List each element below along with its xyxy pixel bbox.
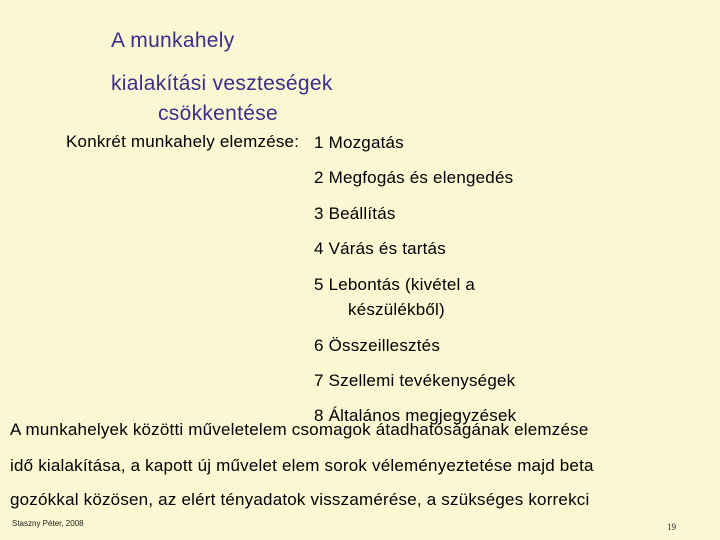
subtitle: Konkrét munkahely elemzése: [66, 132, 300, 151]
list-item: 5 Lebontás (kivétel a [314, 275, 476, 294]
page-number: 19 [667, 522, 676, 532]
list-item: 4 Várás és tartás [314, 239, 446, 258]
list-item-continuation: készülékből) [348, 300, 445, 319]
list-item: 6 Összeillesztés [314, 336, 441, 355]
paragraph-line: idő kialakítása, a kapott új művelet elem sorok véleményeztetése majd beta [10, 456, 594, 475]
paragraph-line: A munkahelyek közötti műveletelem csomagok átadhatóságának elemzése [10, 420, 589, 439]
paragraph-line: gozókkal közösen, az elért tényadatok visszamérése, a szükséges korrekci [10, 490, 590, 509]
list-item: 7 Szellemi tevékenységek [314, 371, 516, 390]
title-line-3: csökkentése [158, 102, 279, 125]
footer-author: Staszny Péter, 2008 [12, 519, 84, 528]
list-item: 1 Mozgatás [314, 133, 404, 152]
list-item: 2 Megfogás és elengedés [314, 168, 514, 187]
list-item: 3 Beállítás [314, 204, 396, 223]
list-item: 8 Általános megjegyzések [314, 406, 517, 425]
title-line-1: A munkahely [111, 29, 235, 52]
title-line-2: kialakítási veszteségek [111, 72, 333, 95]
